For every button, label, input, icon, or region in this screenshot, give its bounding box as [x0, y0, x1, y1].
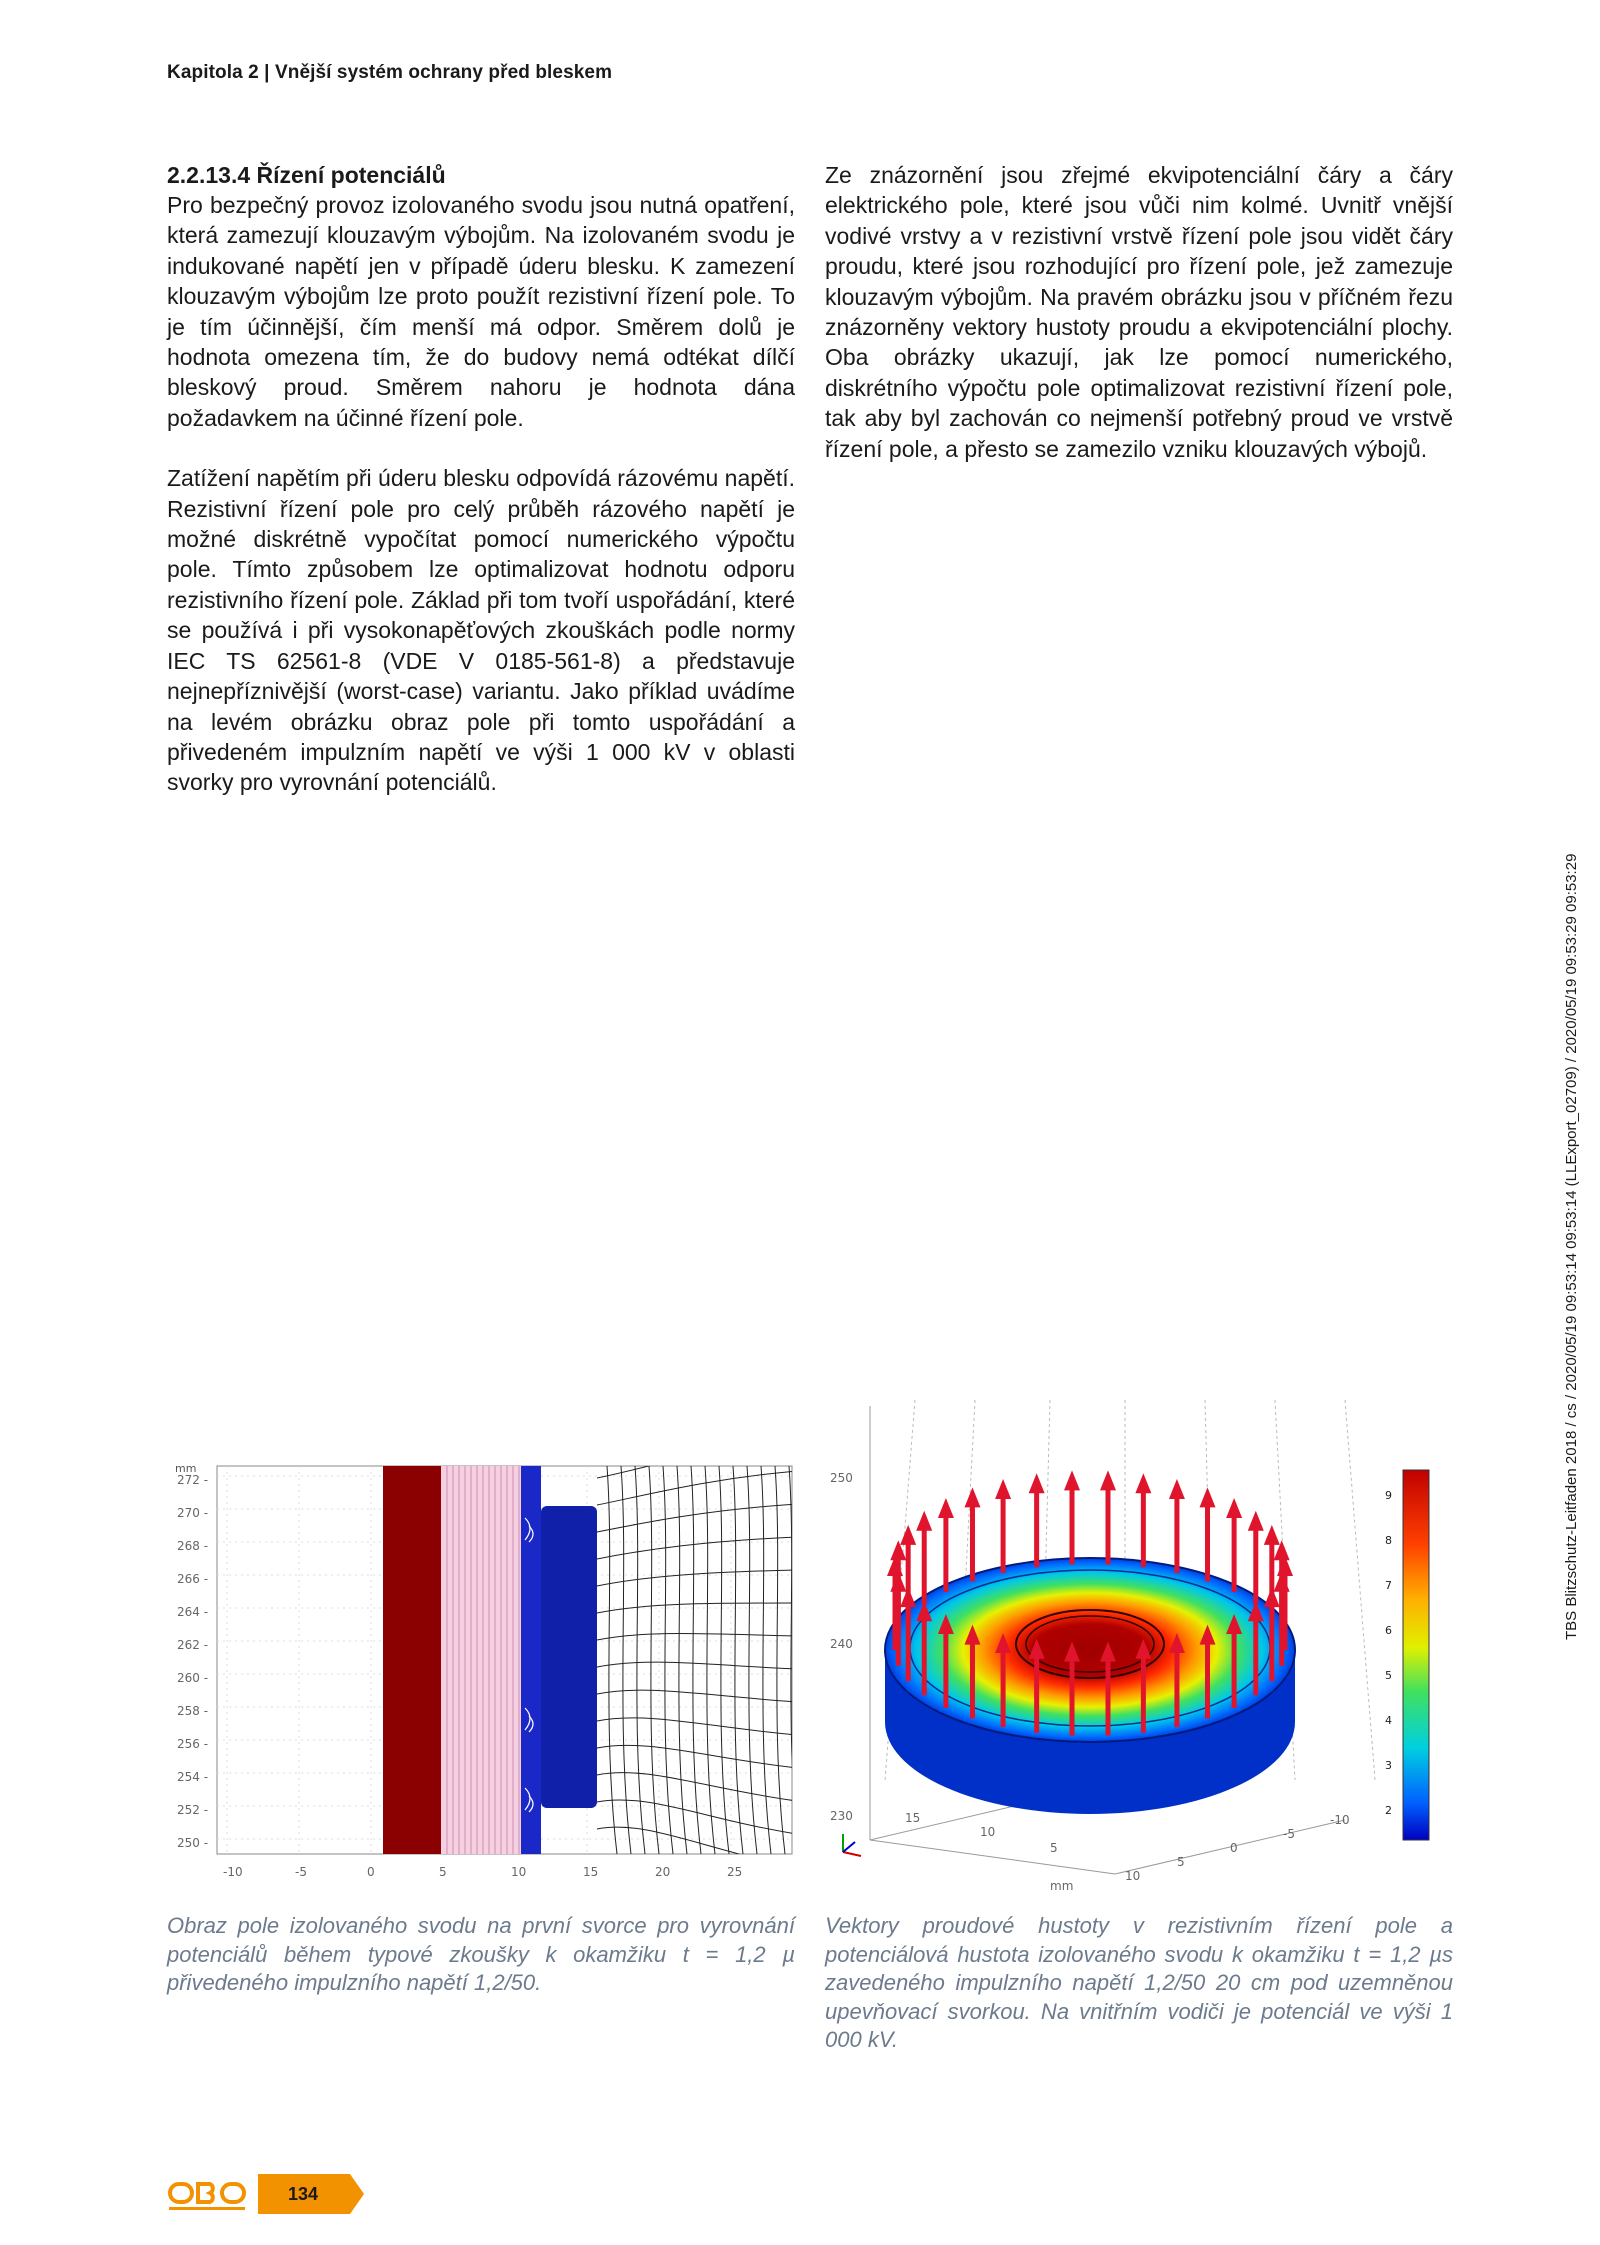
y-tick-label: 256 -	[177, 1737, 209, 1751]
y-tick-label: 268 -	[177, 1539, 209, 1553]
vector-arrowhead	[995, 1479, 1011, 1499]
body-paragraph-2: Zatížení napětím při úderu blesku odpovídá rázovému napětí. Rezistivní řízení pole pro celý průběh rázového napětí je možné diskrétně vypočítat pomocí numerického výpočtu pole. Tímto způsobem lze optimalizovat hodnotu odporu rezistivního řízení pole. Základ při tom tvoří uspořádání, které se používá i při vysokonapěťových zkouškách podle normy IEC TS 62561-8 (VDE V 0185-561-8) a představuje nejnepříznivější (worst-case) variantu. Jako příklad uvádíme na levém obrázku obraz pole při tomto uspořádání a přivedeném impulzním napětí ve výši 1 000 kV v oblasti svorky pro vyrovnání potenciálů.	[167, 465, 795, 796]
y-tick-label: 252 -	[177, 1803, 209, 1817]
vector-arrowhead	[1064, 1470, 1080, 1490]
vector-arrowhead	[1200, 1487, 1216, 1507]
x-tick-label: 5	[439, 1865, 447, 1879]
vector-arrowhead	[1264, 1525, 1280, 1545]
current-density-image	[825, 1400, 1453, 1890]
vector-arrowhead	[900, 1525, 916, 1545]
obo-logo	[167, 2177, 249, 2213]
page-number: 134	[287, 2184, 319, 2204]
y-tick-label: 266 -	[177, 1572, 209, 1586]
y-tick-label: 260 -	[177, 1671, 209, 1685]
y-tick-label: -10	[1330, 1813, 1350, 1827]
body-paragraph-1: Pro bezpečný provoz izolovaného svodu jsou nutná opatření, která zamezují klouzavým výbojům. Na izolovaném svodu je indukované napětí jen v případě úderu blesku. K zamezení klouzavým výbojům lze proto použít rezistivní řízení pole. To je tím účinnější, čím menší má odpor. Směrem dolů je hodnota omezena tím, že do budovy nemá odtékat dílčí bleskový proud. Směrem nahoru je hodnota dána požadavkem na účinné řízení pole.	[167, 192, 795, 431]
body-paragraph-3: Ze znázornění jsou zřejmé ekvipotenciální čáry a čáry elektrického pole, které jsou vůči nim kolmé. Uvnitř vnější vodivé vrstvy a v rezistivní vrstvě řízení pole jsou vidět čáry proudu, které jsou rozhodující pro řízení pole, jež zamezuje klouzavým výbojům. Na pravém obrázku jsou v příčném řezu znázorněny vektory hustoty proudu a ekvipotenciální plochy. Oba obrázky ukazují, jak lze pomocí numerického, diskrétního výpočtu pole optimalizovat rezistivní řízení pole, tak aby byl zachován co nejmenší potřebný proud ve vrstvě řízení pole, a přesto se zamezilo vzniku klouzavých výbojů.	[825, 162, 1453, 462]
x-tick-label: 5	[1050, 1841, 1058, 1855]
colorbar-tick-label: 8	[1385, 1534, 1392, 1547]
section-heading: 2.2.13.4 Řízení potenciálů	[167, 162, 446, 188]
y-tick-label: 272 -	[177, 1473, 209, 1487]
vector-arrowhead	[1226, 1498, 1242, 1518]
colorbar-tick-label: 5	[1385, 1669, 1392, 1682]
axis-unit-label: mm	[1050, 1879, 1074, 1890]
current-density-figure	[825, 1400, 1453, 1890]
vector-arrowhead	[964, 1487, 980, 1507]
y-tick-label: 258 -	[177, 1704, 209, 1718]
x-tick-label: -5	[295, 1865, 307, 1879]
left-figure-caption: Obraz pole izolovaného svodu na první svorce pro vyrovnání potenciálů během typové zkoušky k okamžiku t = 1,2 µ přivedeného impulzního napětí 1,2/50.	[167, 1913, 795, 1995]
x-tick-label: 15	[905, 1811, 921, 1825]
colorbar-tick-label: 6	[1385, 1624, 1392, 1637]
field-plot-image	[167, 1458, 795, 1890]
axes-triad-icon	[843, 1834, 861, 1856]
z-tick-label: 240	[830, 1637, 853, 1651]
z-tick-label: 250	[830, 1471, 853, 1485]
y-tick-label: 262 -	[177, 1638, 209, 1652]
colorbar	[1403, 1470, 1429, 1840]
left-column	[167, 160, 795, 828]
y-tick-label: 270 -	[177, 1506, 209, 1520]
colorbar-tick-label: 9	[1385, 1489, 1392, 1502]
x-tick-label: -10	[223, 1865, 243, 1879]
colorbar-tick-label: 4	[1385, 1714, 1392, 1727]
x-tick-label: 15	[583, 1865, 599, 1879]
colorbar-tick-label: 2	[1385, 1804, 1392, 1817]
vector-arrowhead	[1135, 1473, 1151, 1493]
vector-arrowhead	[916, 1511, 932, 1531]
field-plot-figure	[167, 1458, 795, 1890]
x-tick-label: 10	[980, 1825, 996, 1839]
y-tick-label: 264 -	[177, 1605, 209, 1619]
colorbar-tick-label: 3	[1385, 1759, 1392, 1772]
x-tick-label: 25	[727, 1865, 743, 1879]
right-column	[825, 160, 1453, 494]
print-metadata-sidebar: TBS Blitzschutz-Leitfaden 2018 / cs / 2020/05/19 09:53:14 09:53:14 (LLExport_02709) / 2020/05/19 09:53:29 09:53:29	[1563, 853, 1580, 1640]
vector-arrowhead	[1169, 1479, 1185, 1499]
y-tick-label: 5	[1177, 1855, 1185, 1869]
colorbar-tick-label: 7	[1385, 1579, 1392, 1592]
chapter-header: Kapitola 2 | Vnější systém ochrany před bleskem	[167, 62, 613, 83]
x-tick-label: 0	[367, 1865, 375, 1879]
x-tick-label: 10	[511, 1865, 527, 1879]
y-tick-label: 250 -	[177, 1836, 209, 1850]
x-tick-label: 20	[655, 1865, 671, 1879]
y-tick-label: 0	[1230, 1841, 1238, 1855]
z-tick-label: 230	[830, 1809, 853, 1823]
vector-arrowhead	[938, 1498, 954, 1518]
vector-arrowhead	[1248, 1511, 1264, 1531]
y-tick-label: 254 -	[177, 1770, 209, 1784]
y-tick-label: 10	[1125, 1869, 1141, 1883]
y-axis-unit: mm	[175, 1462, 197, 1475]
vector-arrowhead	[1029, 1473, 1045, 1493]
right-figure-caption: Vektory proudové hustoty v rezistivním řízení pole a potenciálová hustota izolovaného svodu k okamžiku t = 1,2 µs zavedeného impulzního napětí 1,2/50 20 cm pod uzemněnou upevňovací svorkou. Na vnitřním vodiči je potenciál ve výši 1 000 kV.	[825, 1913, 1453, 2052]
vector-arrowhead	[1100, 1470, 1116, 1490]
y-tick-label: -5	[1283, 1827, 1295, 1841]
